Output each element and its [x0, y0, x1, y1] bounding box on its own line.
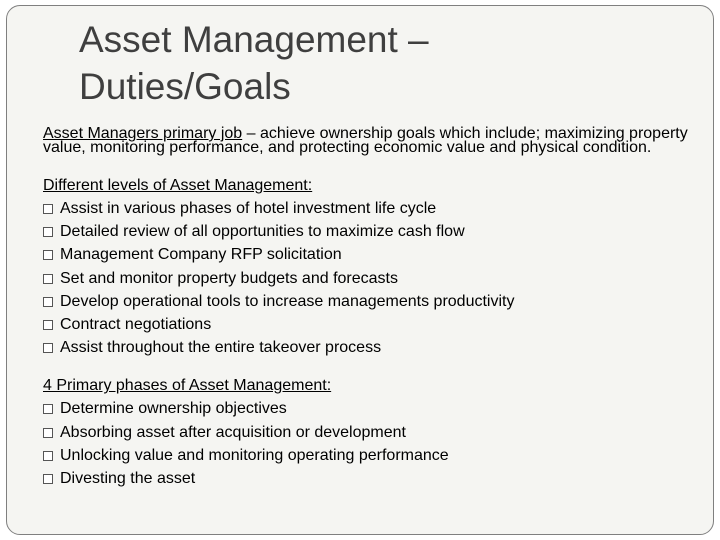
- slide-title: [79, 16, 429, 110]
- list-item: [43, 313, 703, 336]
- title-line-2: Duties/Goals: [79, 66, 291, 107]
- list-item: [43, 467, 703, 490]
- list-item-text: Assist throughout the entire takeover process: [60, 339, 382, 357]
- phases-section: [43, 374, 703, 490]
- list-item: [43, 336, 703, 359]
- title-line-1: Asset Management –: [79, 19, 429, 60]
- intro-text: – achieve ownership goals which include; maximizing property value, monitoring performance, and protecting economic value and physical condition.: [43, 125, 688, 156]
- checkbox-bullet-icon: [43, 297, 53, 307]
- levels-list: [43, 197, 703, 359]
- list-item: [43, 243, 703, 266]
- list-item-text: Detailed review of all opportunities to maximize cash flow: [60, 223, 465, 241]
- list-item: [43, 197, 703, 220]
- levels-heading: Different levels of Asset Management:: [43, 177, 313, 194]
- intro-paragraph: [43, 127, 703, 155]
- list-item: [43, 267, 703, 290]
- checkbox-bullet-icon: [43, 320, 53, 330]
- checkbox-bullet-icon: [43, 474, 53, 484]
- list-item-text: Assist in various phases of hotel investment life cycle: [60, 200, 437, 217]
- checkbox-bullet-icon: [43, 250, 53, 260]
- list-item-text: Unlocking value and monitoring operating performance: [60, 446, 449, 464]
- checkbox-bullet-icon: [43, 227, 53, 237]
- list-item-text: Divesting the asset: [60, 470, 196, 488]
- levels-section: [43, 174, 703, 359]
- list-item-text: Absorbing asset after acquisition or development: [60, 423, 406, 441]
- list-item-text: Set and monitor property budgets and forecasts: [60, 269, 398, 287]
- list-item: [43, 444, 703, 467]
- checkbox-bullet-icon: [43, 204, 53, 214]
- phases-list: [43, 397, 703, 490]
- list-item: [43, 290, 703, 313]
- slide: [6, 5, 714, 535]
- checkbox-bullet-icon: [43, 404, 53, 414]
- checkbox-bullet-icon: [43, 343, 53, 353]
- checkbox-bullet-icon: [43, 451, 53, 461]
- list-item-text: Develop operational tools to increase managements productivity: [60, 292, 515, 310]
- list-item: [43, 220, 703, 243]
- slide-body: [43, 127, 703, 505]
- checkbox-bullet-icon: [43, 428, 53, 438]
- phases-heading: 4 Primary phases of Asset Management:: [43, 377, 332, 395]
- list-item-text: Contract negotiations: [60, 316, 212, 334]
- checkbox-bullet-icon: [43, 274, 53, 284]
- intro-lead: Asset Managers primary job: [43, 125, 243, 142]
- list-item: [43, 421, 703, 444]
- list-item: [43, 397, 703, 420]
- list-item-text: Management Company RFP solicitation: [60, 246, 342, 264]
- list-item-text: Determine ownership objectives: [60, 400, 287, 418]
